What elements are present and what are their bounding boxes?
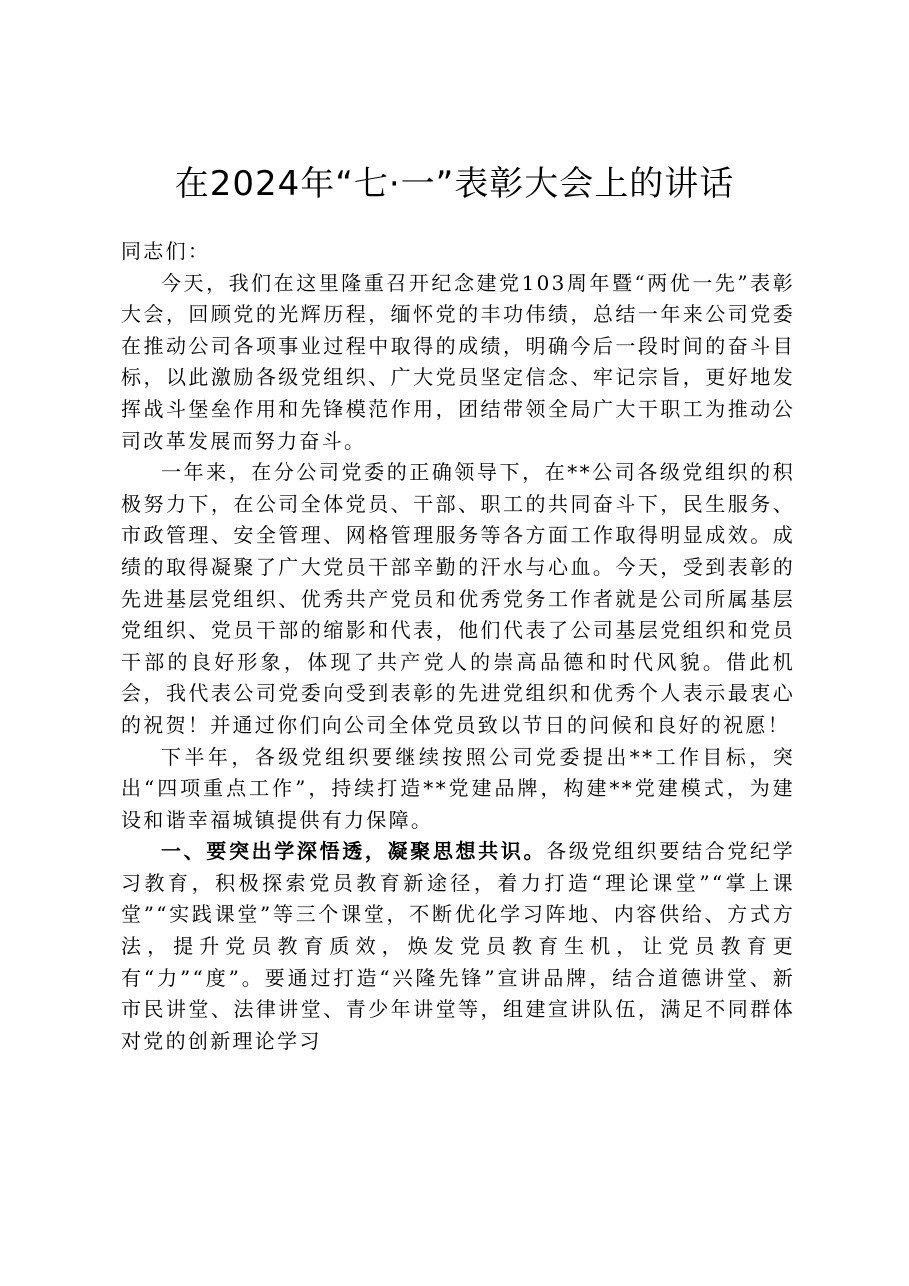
salutation: 同志们： xyxy=(121,239,211,263)
document-title: 在2024年“七·一”表彰大会上的讲话 xyxy=(174,164,735,204)
paragraph-section-1 xyxy=(121,836,795,1057)
paragraph-opening: 今天，我们在这里隆重召开纪念建党103周年暨“两优一先”表彰大会，回顾党的光辉历程，缅怀党的丰功伟绩，总结一年来公司党委在推动公司各项事业过程中取得的成绩，明确今后一段时间的奋斗目标，以此激励各级党组织、广大党员坚定信念、牢记宗旨，更好地发挥战斗堡垒作用和先锋模范作用，团结带领全局广大干职工为推动公司改革发展而努力奋斗。 xyxy=(121,270,795,453)
paragraph-achievements: 一年来，在分公司党委的正确领导下，在**公司各级党组织的积极努力下，在公司全体党员、干部、职工的共同奋斗下，民生服务、市政管理、安全管理、网格管理服务等各方面工作取得明显成效。成绩的取得凝聚了广大党员干部辛勤的汗水与心血。今天，受到表彰的先进基层党组织、优秀共产党员和优秀党务工作者就是公司所属基层党组织、党员干部的缩影和代表，他们代表了公司基层党组织和党员干部的良好形象，体现了共产党人的崇高品德和时代风貌。借此机会，我代表公司党委向受到表彰的先进党组织和优秀个人表示最衷心的祝贺！并通过你们向公司全体党员致以节日的问候和良好的祝愿！ xyxy=(121,460,795,737)
paragraph-second-half-plan: 下半年，各级党组织要继续按照公司党委提出**工作目标，突出“四项重点工作”，持续打造**党建品牌，构建**党建模式，为建设和谐幸福城镇提供有力保障。 xyxy=(121,744,795,832)
document-body xyxy=(121,236,795,1057)
section-1-heading: 一、要突出学深悟透，凝聚思想共识。 xyxy=(161,839,547,864)
section-1-text: 各级党组织要结合党纪学习教育，积极探索党员教育新途径，着力打造“理论课堂”“掌上课堂”“实践课堂”等三个课堂，不断优化学习阵地、内容供给、方式方法，提升党员教育质效，焕发党员教育生机，让党员教育更有“力”“度”。要通过打造“兴隆先锋”宣讲品牌，结合道德讲堂、新市民讲堂、法律讲堂、青少年讲堂等，组建宣讲队伍，满足不同群体对党的创新理论学习 xyxy=(121,839,795,1053)
